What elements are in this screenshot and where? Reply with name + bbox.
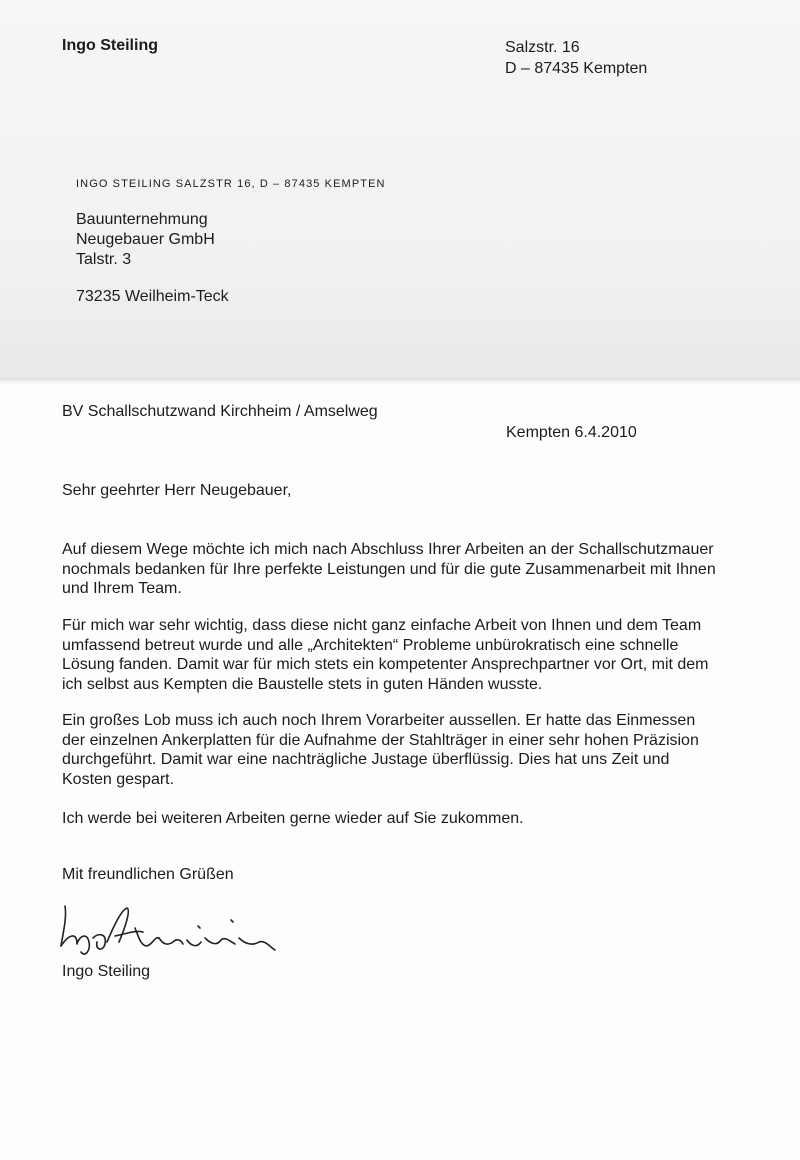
recipient-address bbox=[76, 210, 215, 270]
sender-address bbox=[505, 37, 647, 79]
closing-phrase: Mit freundlichen Grüßen bbox=[62, 866, 234, 883]
subject-line: BV Schallschutzwand Kirchheim / Amselweg bbox=[62, 403, 378, 420]
recipient-line-3: Talstr. 3 bbox=[76, 251, 132, 268]
body-paragraph-3: Ein großes Lob muss ich auch noch Ihrem Vorarbeiter aussellen. Er hatte das Einmessen der einzelnen Ankerplatten für die Aufnahme der Stahlträger in einer sehr hohen Präzision durchgeführt. Damit war eine nachträgliche Justage überflüssig. Dies hat uns Zeit und Kosten gespart. bbox=[62, 712, 699, 788]
return-address-line: INGO STEILING SALZSTR 16, D – 87435 KEMPTEN bbox=[76, 178, 386, 190]
salutation: Sehr geehrter Herr Neugebauer, bbox=[62, 482, 292, 499]
sender-name: Ingo Steiling bbox=[62, 37, 158, 54]
sender-street: Salzstr. 16 bbox=[505, 39, 580, 56]
recipient-line-2: Neugebauer GmbH bbox=[76, 231, 215, 248]
recipient-line-1: Bauunternehmung bbox=[76, 211, 208, 228]
letter-date: Kempten 6.4.2010 bbox=[506, 424, 637, 441]
recipient-city: 73235 Weilheim-Teck bbox=[76, 288, 229, 305]
body-paragraph-4: Ich werde bei weiteren Arbeiten gerne wieder auf Sie zukommen. bbox=[62, 810, 524, 827]
signer-name: Ingo Steiling bbox=[62, 963, 151, 980]
body-paragraph-2: Für mich war sehr wichtig, dass diese nicht ganz einfache Arbeit von Ihnen und dem Team umfassend betreut wurde und alle „Architekten“ Probleme unbürokratisch eine schnelle Lösung fanden. Damit war für mich stets ein kompetenter Ansprechpartner vor Ort, mit dem ich selbst aus Kempten die Baustelle stets in guten Händen wusste. bbox=[62, 617, 709, 693]
paper-fold-line bbox=[0, 378, 800, 384]
sender-city: D – 87435 Kempten bbox=[505, 60, 648, 77]
address-area-shade bbox=[0, 0, 800, 380]
body-paragraph-1: Auf diesem Wege möchte ich mich nach Abschluss Ihrer Arbeiten an der Schallschutzmauer nochmals bedanken für Ihre perfekte Leistungen und für die gute Zusammenarbeit mit Ihnen und Ihrem Team. bbox=[62, 541, 716, 597]
handwritten-signature bbox=[55, 898, 285, 968]
